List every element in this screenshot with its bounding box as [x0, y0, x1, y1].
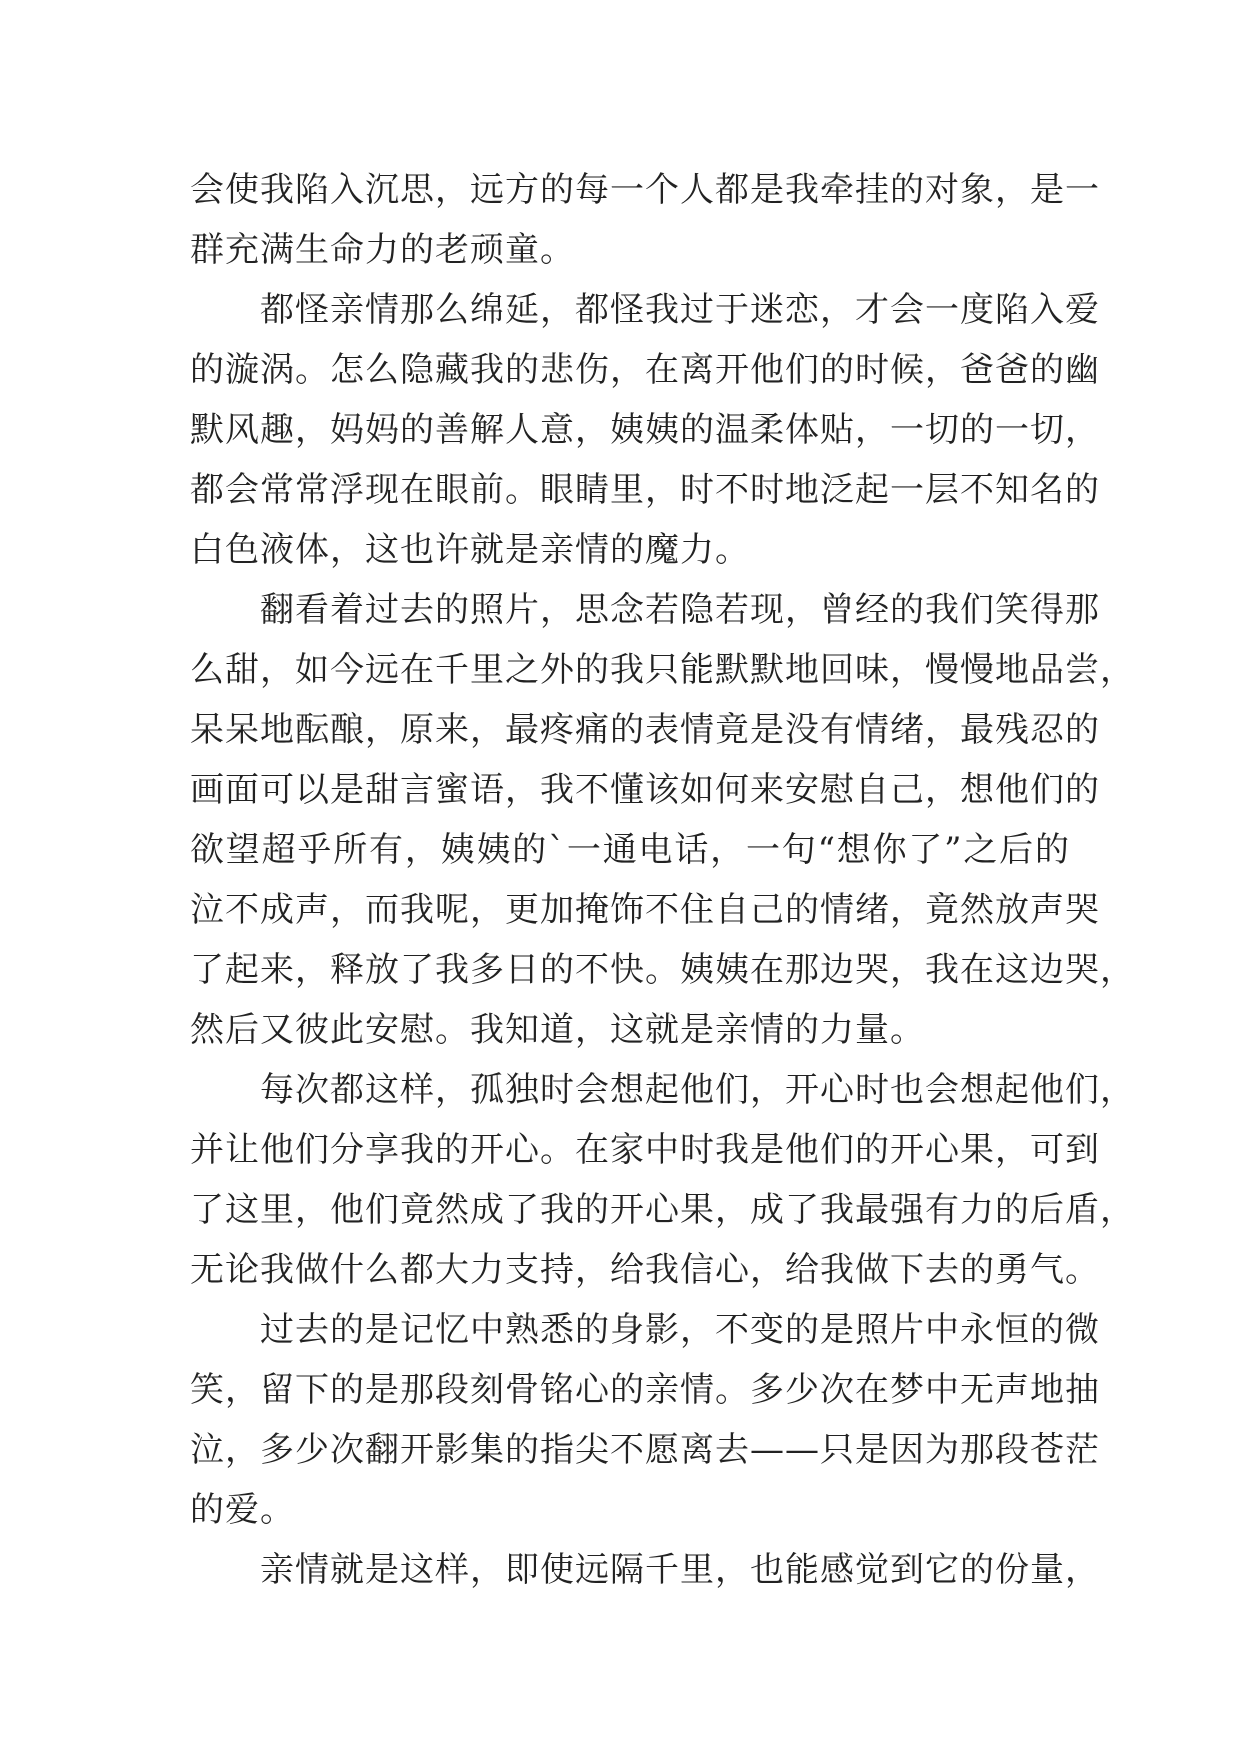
- text-line: 呆呆地酝酿，原来，最疼痛的表情竟是没有情绪，最残忍的: [190, 710, 1100, 750]
- text-line: 欲望超乎所有，姨姨的`一通电话，一句“想你了”之后的: [190, 830, 1070, 870]
- text-line: 画面可以是甜言蜜语，我不懂该如何来安慰自己，想他们的: [190, 770, 1100, 810]
- text-line: 笑，留下的是那段刻骨铭心的亲情。多少次在梦中无声地抽: [190, 1370, 1100, 1410]
- text-line: 翻看着过去的照片，思念若隐若现，曾经的我们笑得那: [260, 590, 1100, 630]
- text-line: 然后又彼此安慰。我知道，这就是亲情的力量。: [190, 1010, 925, 1050]
- text-line: 么甜，如今远在千里之外的我只能默默地回味，慢慢地品尝，: [190, 650, 1135, 690]
- text-line: 默风趣，妈妈的善解人意，姨姨的温柔体贴，一切的一切，: [190, 410, 1100, 450]
- text-line: 过去的是记忆中熟悉的身影，不变的是照片中永恒的微: [260, 1310, 1100, 1350]
- text-line: 泣不成声，而我呢，更加掩饰不住自己的情绪，竟然放声哭: [190, 890, 1100, 930]
- text-line: 都怪亲情那么绵延，都怪我过于迷恋，才会一度陷入爱: [260, 290, 1100, 330]
- text-line: 白色液体，这也许就是亲情的魔力。: [190, 530, 750, 570]
- text-line: 每次都这样，孤独时会想起他们，开心时也会想起他们，: [260, 1070, 1135, 1110]
- text-line: 了这里，他们竟然成了我的开心果，成了我最强有力的后盾，: [190, 1190, 1135, 1230]
- text-line: 会使我陷入沉思，远方的每一个人都是我牵挂的对象，是一: [190, 170, 1100, 210]
- text-line: 的漩涡。怎么隐藏我的悲伤，在离开他们的时候，爸爸的幽: [190, 350, 1100, 390]
- text-line: 群充满生命力的老顽童。: [190, 230, 575, 270]
- text-line: 泣，多少次翻开影集的指尖不愿离去——只是因为那段苍茫: [190, 1430, 1100, 1470]
- text-line: 了起来，释放了我多日的不快。姨姨在那边哭，我在这边哭，: [190, 950, 1135, 990]
- text-line: 都会常常浮现在眼前。眼睛里，时不时地泛起一层不知名的: [190, 470, 1100, 510]
- text-line: 无论我做什么都大力支持，给我信心，给我做下去的勇气。: [190, 1250, 1100, 1290]
- text-line: 亲情就是这样，即使远隔千里，也能感觉到它的份量，: [260, 1550, 1100, 1590]
- text-line: 的爱。: [190, 1490, 295, 1530]
- document-body: [190, 160, 1135, 1600]
- text-line: 并让他们分享我的开心。在家中时我是他们的开心果，可到: [190, 1130, 1100, 1170]
